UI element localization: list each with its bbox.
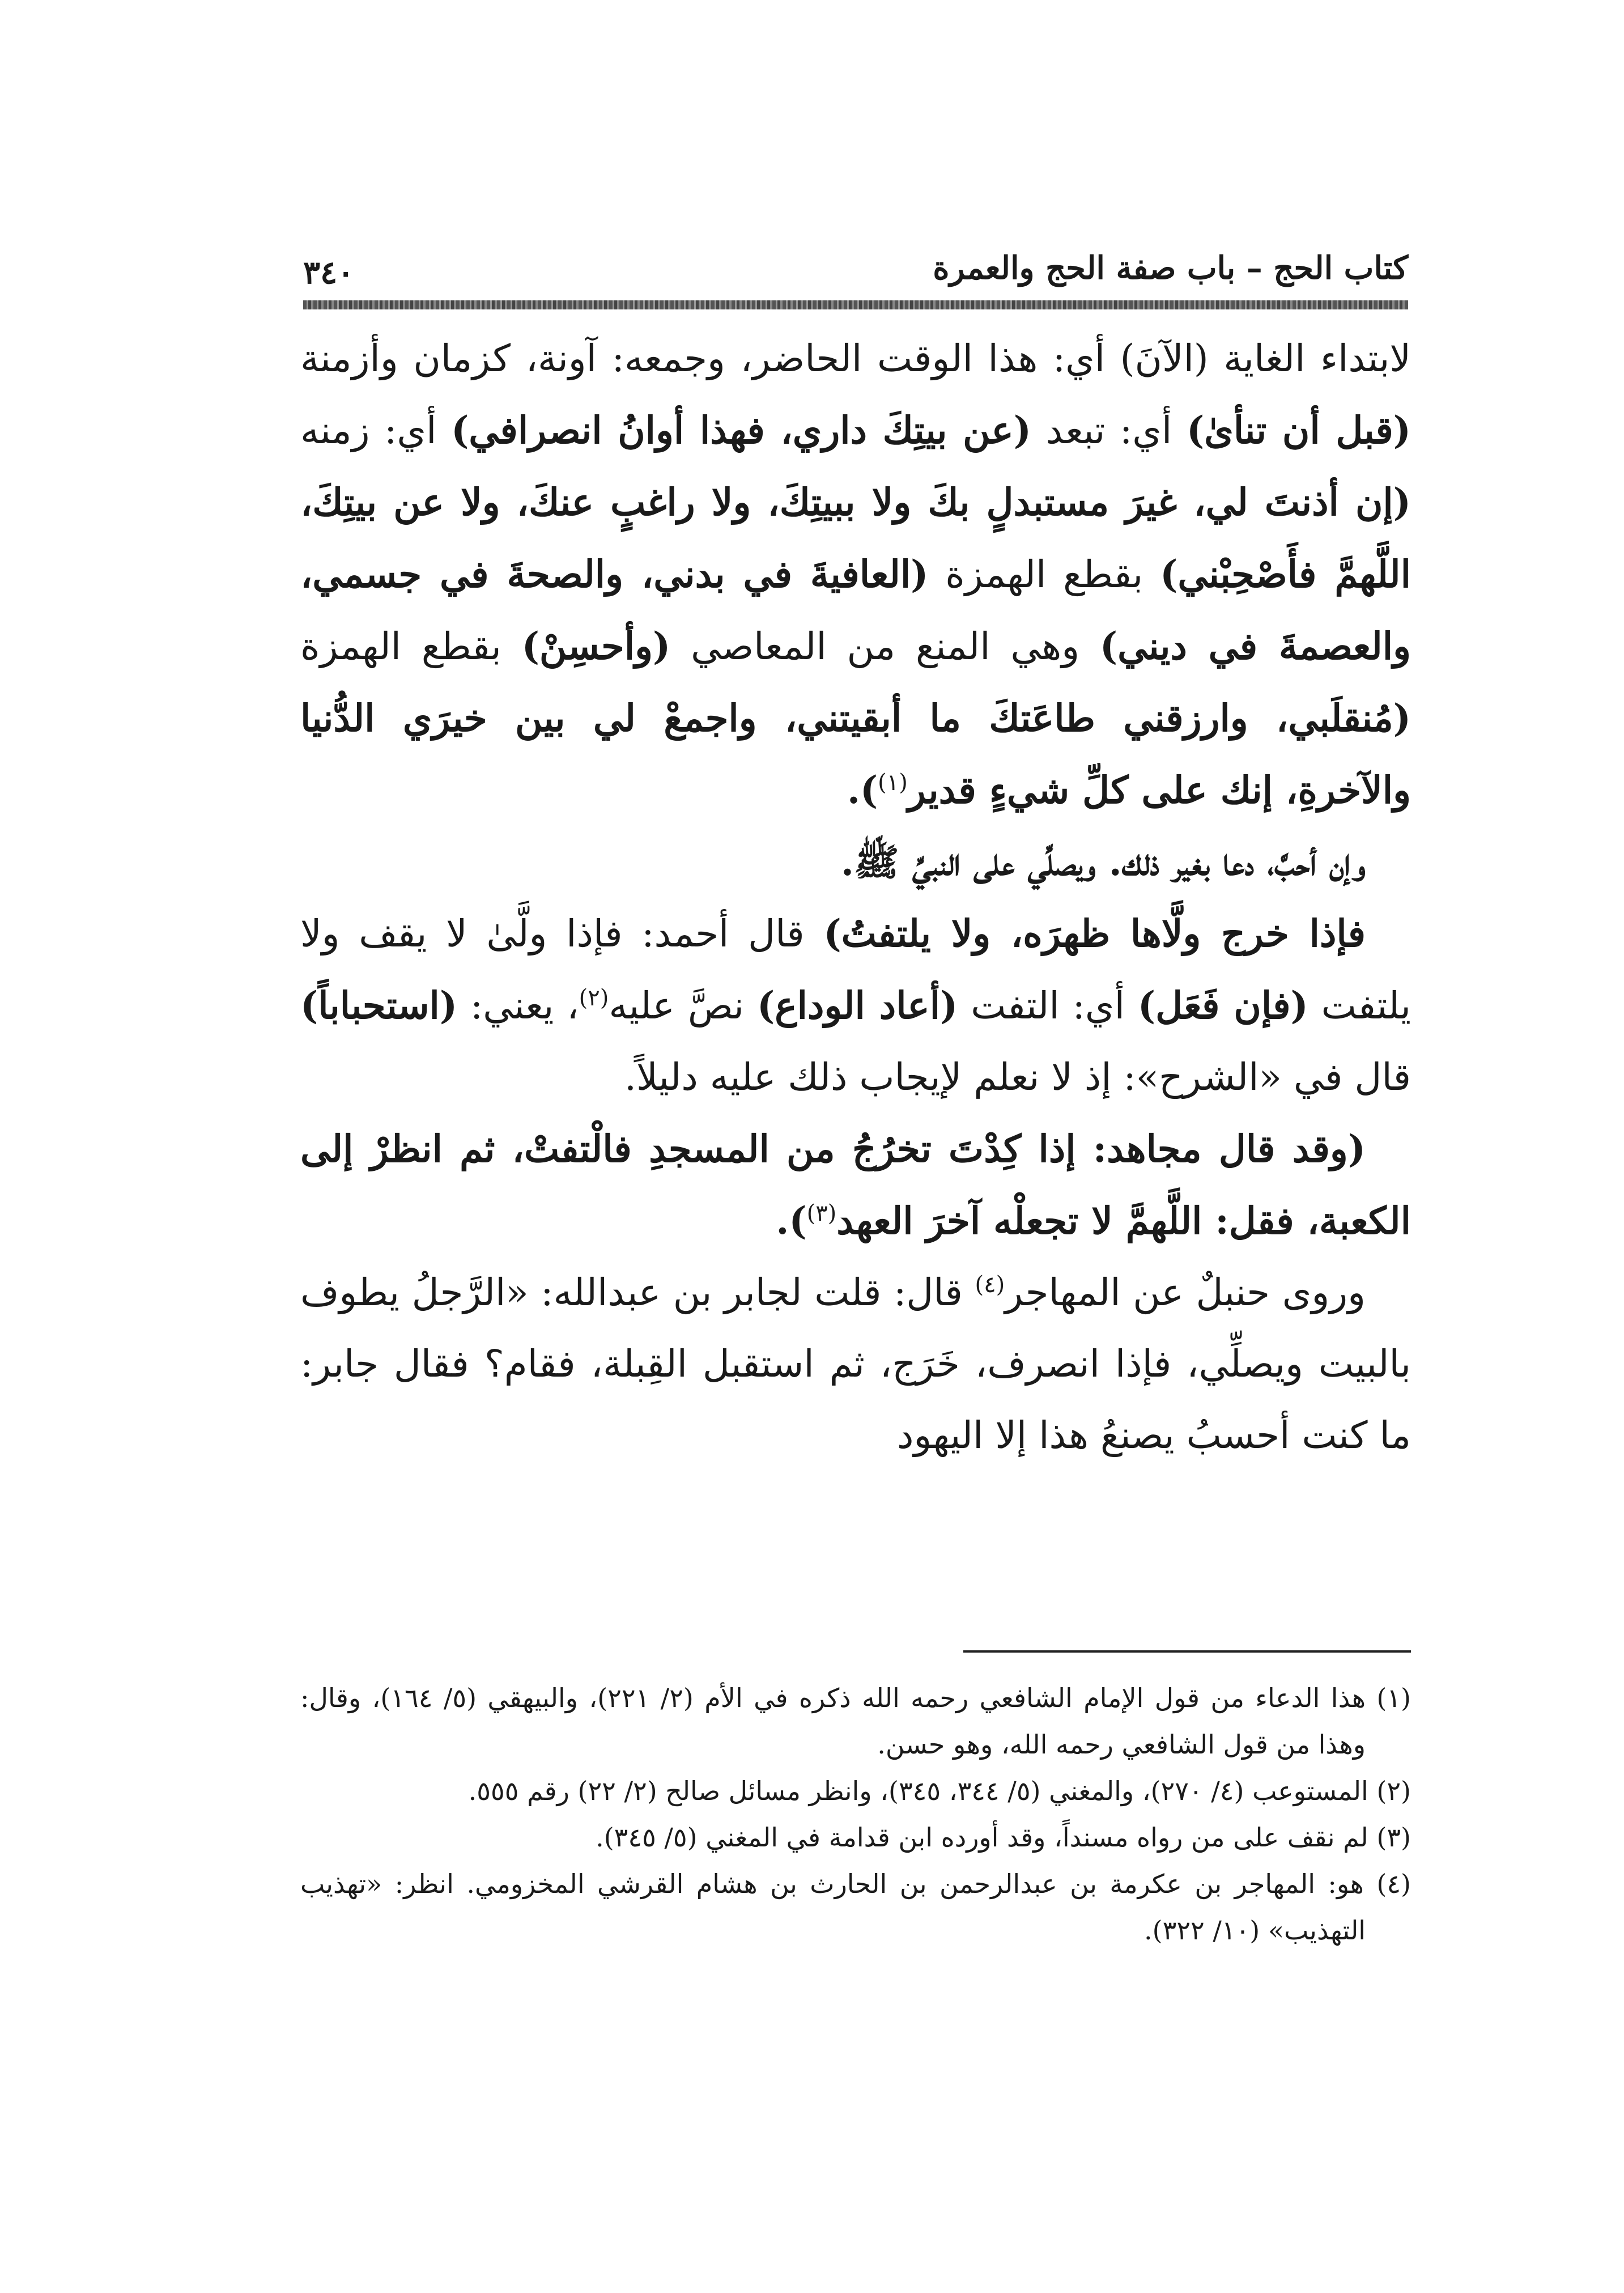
bold-span: ). (847, 768, 878, 812)
bold-span: (وقد قال مجاهد: إذا كِدْتَ تخرُجُ من المسجدِ فالْتفتْ، ثم انظرْ إلى الكعبة، فقل: اللَّهمَّ لا تجعلْه آخرَ العهد (300, 1127, 1411, 1243)
paragraph-5 (300, 1257, 1411, 1471)
text-span: أي: التفت (958, 984, 1138, 1027)
bold-span: (استحباباً) (300, 983, 458, 1027)
bold-span: (إن أذنتَ لي، غيرَ مستبدلٍ بكَ ولا ببيتِكَ، ولا راغبٍ عنكَ، ولا عن بيتِكَ، اللَّهمَّ فأَصْحِبْني) (300, 480, 1411, 596)
bold-span: (مُنقلَبي، وارزقني طاعَتكَ ما أبقيتني، واجمعْ لي بين خيرَي الدُّنيا والآخرةِ، إنك على كلِّ شيءٍ قدير (300, 696, 1411, 812)
paragraph-2: وإن أحبَّ، دعا بغير ذلك. ويصلِّي على النبيِّ ﷺ. (841, 840, 1366, 884)
footnote-ref-3[interactable]: (٣) (806, 1200, 837, 1226)
text-span: نصَّ عليه (609, 984, 757, 1027)
bold-span: فإذا خرج ولَّاها ظهرَه، ولا يلتفتُ) (823, 911, 1366, 956)
footnote-separator (963, 1650, 1411, 1653)
footnote-1: (١) هذا الدعاء من قول الإمام الشافعي رحمه الله ذكره في الأم (٢/ ٢٢١)، والبيهقي (٥/ ١٦٤)، وقال: وهذا من قول الشافعي رحمه الله، وهو حسن. (300, 1683, 1411, 1760)
text-span: ، يعني: (457, 984, 579, 1027)
bold-span: (قبل أن تنأىٰ) (1186, 408, 1411, 452)
text-span: قال في «الشرح»: إذ لا نعلم لإيجاب ذلك عليه دليلاً. (624, 1055, 1411, 1099)
footnote-ref-2[interactable]: (٢) (579, 985, 609, 1011)
text-span: بقطع الهمزة (928, 553, 1160, 596)
header-rule (303, 300, 1408, 309)
bold-span: (أعاد الوداع) (757, 983, 958, 1027)
bold-span: (فإن فَعَل) (1137, 983, 1308, 1027)
text-span: وروى حنبلٌ عن المهاجر (1005, 1271, 1366, 1314)
text-span: أي: تبعد (1031, 409, 1187, 452)
text-span: قال أحمد: فإذا ولَّىٰ لا يقف ولا يلتفت (300, 912, 1412, 1027)
paragraph-3 (300, 898, 1411, 1113)
main-text (300, 323, 1411, 1471)
footnote-ref-4[interactable]: (٤) (975, 1272, 1005, 1298)
footnote-4: (٤) هو: المهاجر بن عكرمة بن عبدالرحمن بن الحارث بن هشام القرشي المخزومي. انظر: «تهذيب التهذيب» (١٠/ ٣٢٢). (300, 1869, 1411, 1946)
paragraph-1 (300, 323, 1411, 826)
footnote-3: (٣) لم نقف على من رواه مسنداً، وقد أورده ابن قدامة في المغني (٥/ ٣٤٥). (596, 1822, 1411, 1853)
footnote-2: (٢) المستوعب (٤/ ٢٧٠)، والمغني (٥/ ٣٤٤، ٣٤٥)، وانظر مسائل صالح (٢/ ٢٢) رقم ٥٥٥. (468, 1776, 1411, 1806)
bold-span: (عن بيتِكَ داري، فهذا أوانُ انصرافي) (451, 408, 1031, 452)
text-span: قال: قلت لجابر بن عبدالله: «الرَّجلُ يطوف بالبيت ويصلِّي، فإذا انصرف، خَرَج، ثم استقبل القِبلة، فقام؟ فقال جابر: ما كنت أحسبُ يصنعُ هذا إلا اليهود (300, 1271, 1411, 1457)
bold-span: ). (776, 1199, 807, 1243)
footnotes (300, 1675, 1411, 1954)
text-span: بقطع الهمزة (300, 625, 522, 668)
text-span: أي: زمنه (300, 409, 452, 452)
running-header (303, 249, 1408, 295)
footnote-ref-1[interactable]: (١) (878, 770, 908, 796)
header-title: كتاب الحج – باب صفة الحج والعمرة (933, 249, 1408, 287)
paragraph-4 (300, 1113, 1411, 1257)
bold-span: (العافيةَ في بدني، والصحةَ في جسمي، والعصمةَ في ديني) (300, 552, 1411, 668)
text-span: وهي المنع من المعاصي (670, 625, 1100, 668)
bold-span: (وأحسِنْ) (521, 624, 671, 668)
page-number: ٣٤٠ (303, 254, 355, 291)
text-span: لابتداء الغاية (الآنَ) أي: هذا الوقت الحاضر، وجمعه: آونة، كزمان وأزمنة (300, 337, 1411, 380)
